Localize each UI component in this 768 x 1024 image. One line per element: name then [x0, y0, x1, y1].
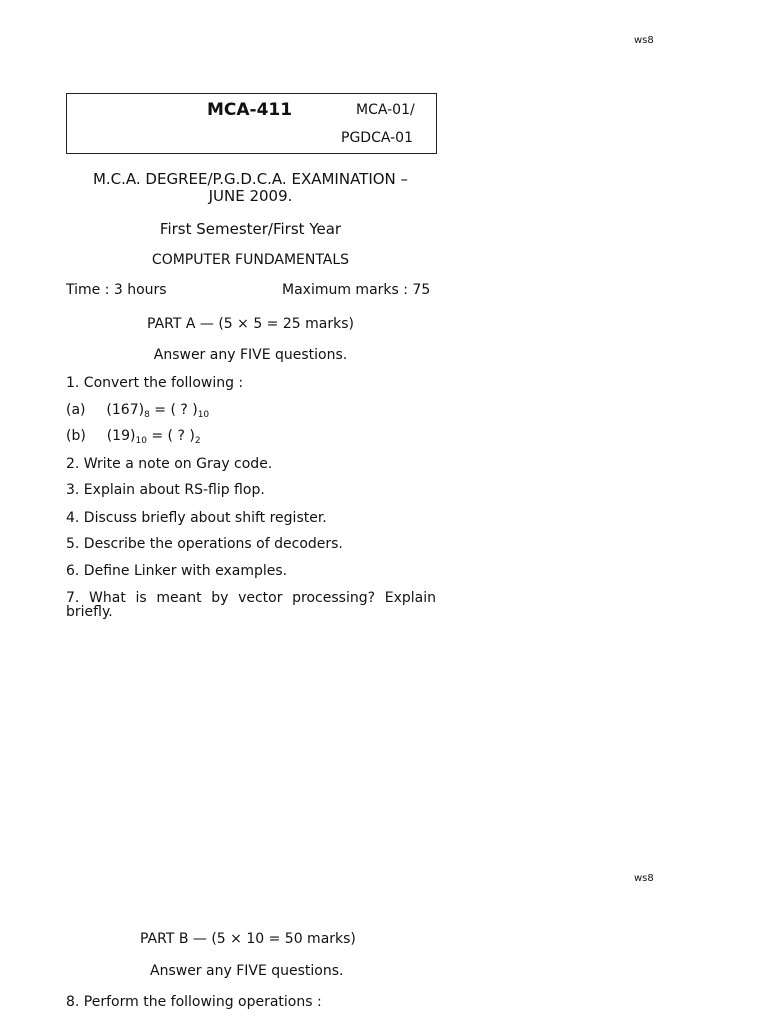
q1a-expr-base: (167) [106, 402, 145, 418]
q7-word: by [211, 590, 229, 606]
question-1: 1. Convert the following : [66, 375, 244, 391]
time: Time : 3 hours [66, 282, 167, 298]
question-1b [66, 428, 201, 446]
q1b-expr-base: (19) [106, 428, 136, 444]
question-8: 8. Perform the following operations : [66, 994, 322, 1010]
part-a-heading: PART A — (5 × 5 = 25 marks) [147, 316, 354, 332]
part-a-instruction: Answer any FIVE questions. [153, 347, 348, 363]
q1b-sub2: 2 [194, 436, 201, 446]
exam-title-line1: M.C.A. DEGREE/P.G.D.C.A. EXAMINATION – [92, 170, 409, 188]
q7-word: is [135, 590, 147, 606]
exam-title [66, 170, 435, 205]
semester: First Semester/First Year [159, 220, 342, 238]
question-7-line2: briefly. [66, 604, 113, 620]
q7-word: processing? [292, 590, 376, 606]
exam-title-line2: JUNE 2009. [208, 187, 293, 205]
q1b-mid: = ( ? ) [146, 428, 195, 444]
q7-word: meant [156, 590, 202, 606]
q1a-sub1: 8 [144, 410, 150, 420]
ws-code: ws8 [634, 35, 654, 46]
part-b-instruction: Answer any FIVE questions. [150, 963, 344, 979]
q1a-sub2: 10 [197, 410, 210, 420]
q7-word: 7. [66, 590, 80, 606]
q1a-label: (a) [66, 402, 86, 418]
q1b-sub1: 10 [135, 436, 147, 446]
question-4: 4. Discuss briefly about shift register. [66, 510, 327, 526]
ws-code-page2: ws8 [634, 873, 654, 884]
subject: COMPUTER FUNDAMENTALS [151, 252, 350, 268]
course-code: MCA-411 [207, 100, 293, 120]
paper-code-line2: PGDCA-01 [341, 130, 413, 146]
q7-word: vector [238, 590, 283, 606]
max-marks: Maximum marks : 75 [282, 282, 431, 298]
part-b-heading: PART B — (5 × 10 = 50 marks) [140, 931, 356, 947]
q7-word: Explain [384, 590, 436, 606]
q1b-label: (b) [66, 428, 86, 444]
paper-code-line1: MCA-01/ [356, 102, 415, 118]
question-2: 2. Write a note on Gray code. [66, 456, 273, 472]
code-box [66, 93, 437, 154]
question-7 [66, 590, 436, 620]
question-6: 6. Define Linker with examples. [66, 563, 288, 579]
q7-word: What [89, 590, 126, 606]
question-5: 5. Describe the operations of decoders. [66, 536, 343, 552]
q1a-mid: = ( ? ) [149, 402, 198, 418]
question-3: 3. Explain about RS-flip flop. [66, 482, 265, 498]
question-1a [66, 402, 209, 420]
